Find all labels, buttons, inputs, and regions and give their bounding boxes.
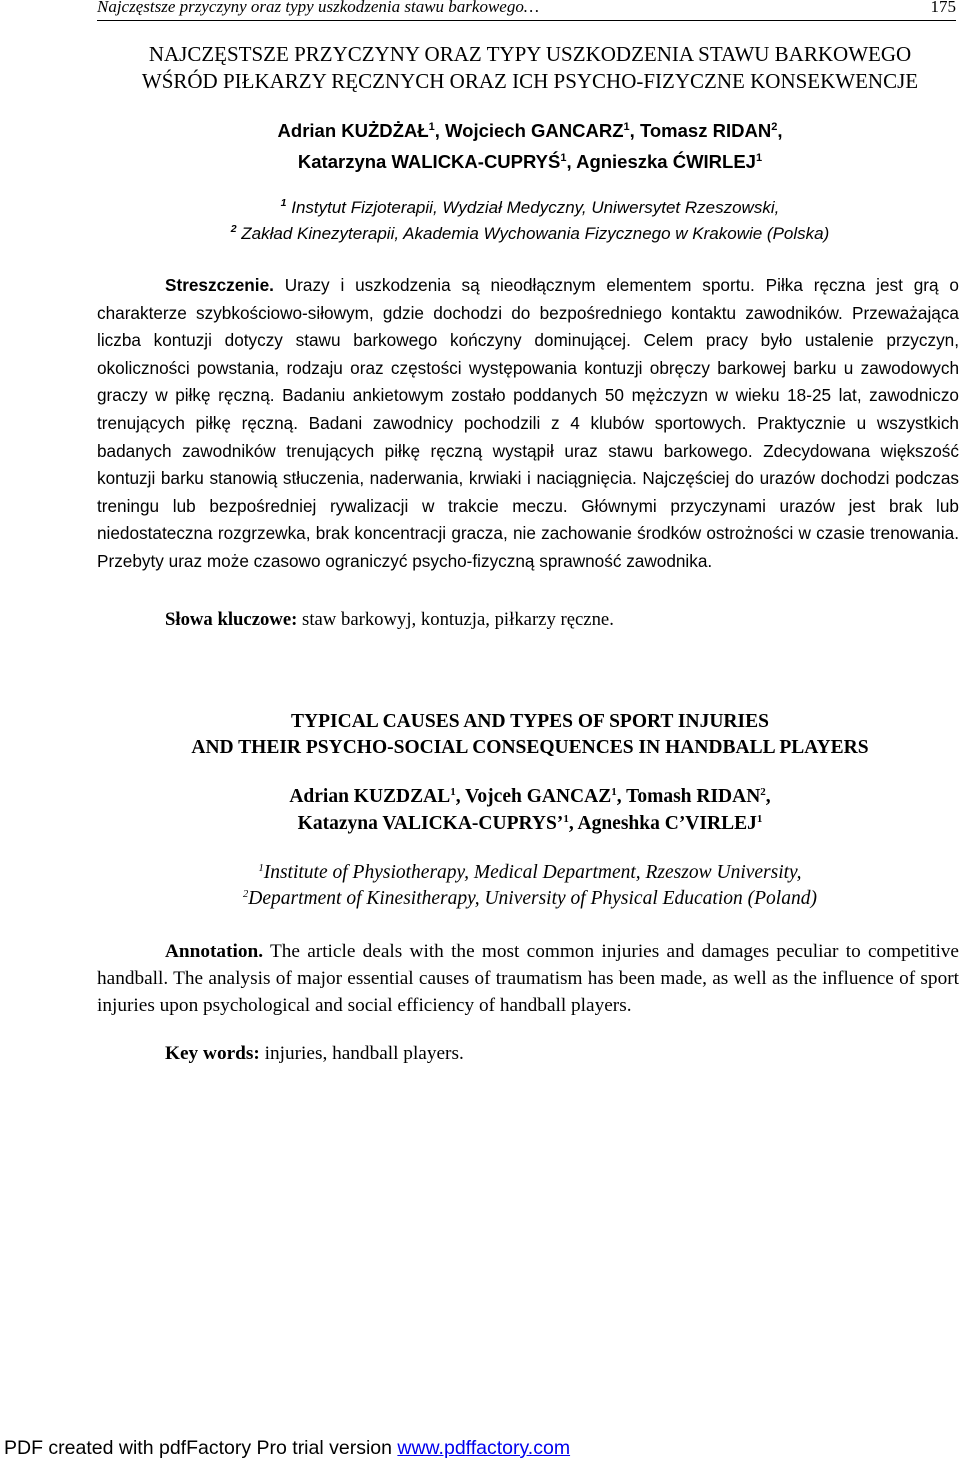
affiliations-english (97, 860, 960, 912)
affiliation-number: 2 (243, 889, 249, 900)
affiliation-marker: 1 (756, 813, 763, 825)
affiliation: Department of Kinesitherapy, University of Physical Education (Poland) (248, 888, 817, 909)
author-separator: , (566, 151, 577, 172)
keywords-english (165, 1042, 955, 1066)
footer-text: PDF created with pdfFactory Pro trial version (4, 1437, 398, 1459)
affiliation-number: 2 (230, 223, 237, 235)
author-separator: , (777, 120, 783, 141)
affiliation-marker: 2 (760, 786, 766, 798)
author-name: Katazyna VALICKA-CUPRYS’ (297, 813, 564, 834)
author-separator: , (568, 813, 578, 834)
author-separator: , (765, 786, 771, 807)
running-title: Najczęstsze przyczyny oraz typy uszkodzenia stawu barkowego… (97, 0, 539, 16)
paper-title-english (97, 709, 960, 761)
abstract-label: Annotation. (165, 941, 264, 962)
affiliation-marker: 1 (755, 152, 763, 164)
abstract-english (97, 938, 959, 1020)
author-name: Tomasz RIDAN (639, 120, 772, 141)
abstract-text: The article deals with the most common injuries and damages peculiar to competitive handball. The analysis of major essential causes of traumatism has been made, as well as the influence of sport injuries upon psychological and social efficiency of handball players. (97, 941, 959, 1017)
author-name: Adrian KUZDZAL (289, 786, 451, 807)
keywords-polish (165, 608, 955, 632)
affiliation-marker: 1 (563, 813, 569, 825)
abstract-label: Streszczenie. (165, 275, 274, 295)
affiliation-marker: 1 (560, 152, 567, 164)
authors-english (97, 783, 960, 837)
authors-polish (97, 115, 960, 177)
running-header (97, 0, 956, 21)
affiliation-number: 1 (280, 197, 287, 209)
affiliation-marker: 1 (611, 786, 617, 798)
footer-link[interactable]: www.pdffactory.com (397, 1437, 571, 1459)
affiliation-number: 1 (258, 863, 264, 874)
abstract-polish (97, 272, 959, 576)
author-name: Agnieszka ĆWIRLEJ (576, 151, 756, 172)
affiliation-marker: 1 (623, 121, 630, 133)
keywords-label: Słowa kluczowe: (165, 609, 298, 630)
author-separator: , (616, 786, 627, 807)
affiliation-marker: 2 (771, 121, 778, 133)
keywords-text: injuries, handball players. (259, 1043, 464, 1064)
author-separator: , (455, 786, 466, 807)
author-separator: , (629, 120, 640, 141)
pdf-footer (4, 1436, 570, 1460)
author-name: Katarzyna WALICKA-CUPRYŚ (297, 151, 561, 172)
affiliation: Instytut Fizjoterapii, Wydział Medyczny, Uniwersytet Rzeszowski, (286, 198, 780, 217)
paper-title-polish (97, 41, 960, 95)
author-name: Wojciech GANCARZ (445, 120, 624, 141)
page-number: 175 (930, 0, 956, 16)
affiliation: Institute of Physiotherapy, Medical Department, Rzeszow University, (263, 862, 802, 883)
title-line: NAJCZĘSTSZE PRZYCZYNY ORAZ TYPY USZKODZENIA STAWU BARKOWEGO (148, 42, 912, 66)
author-name: Adrian KUŻDŻAŁ (277, 120, 429, 141)
title-line: TYPICAL CAUSES AND TYPES OF SPORT INJURIES (291, 711, 769, 732)
keywords-label: Key words: (165, 1043, 260, 1064)
abstract-text: Urazy i uszkodzenia są nieodłącznym elementem sportu. Piłka ręczna jest grą o charakterze szybkościowo-siłowym, gdzie dochodzi do bezpośredniego kontaktu zawodników. Przeważająca liczba kontuzji dotyczy stawu barkowego kończyny dominującej. Celem pracy było ustalenie przyczyn, okoliczności powstania, rodzaju oraz częstości występowania kontuzji obręczy barkowej barku u zawodowych graczy w piłkę ręczną. Badaniu ankietowym zostało poddanych 50 mężczyzn w wieku 18-25 lat, zawodniczo trenujących piłkę ręczną. Badani zawodnicy pochodzili z 4 klubów sportowych. Praktycznie u wszystkich badanych zawodników trenujących piłkę ręczną wystąpił uraz stawu barkowego. Zdecydowana większość kontuzji barku stanowią stłuczenia, naderwania, krwiaki i naciągnięcia. Najczęściej do urazów dochodzi podczas treningu lub bezpośredniej rywalizacji w trakcie meczu. Głównymi przyczynami urazów jest brak lub niedostateczna rozgrzewka, brak koncentracji gracza, nie zachowanie środków ostrożności w czasie trenowania. Przebyty uraz może czasowo ograniczyć psycho-fizyczną sprawność zawodnika. (97, 275, 959, 571)
author-name: Vojceh GANCAZ (465, 786, 612, 807)
title-line: WŚRÓD PIŁKARZY RĘCZNYCH ORAZ ICH PSYCHO-FIZYCZNE KONSEKWENCJE (141, 69, 919, 93)
affiliation-marker: 1 (428, 121, 435, 133)
keywords-text: staw barkowyj, kontuzja, piłkarzy ręczne. (297, 609, 614, 630)
title-line: AND THEIR PSYCHO-SOCIAL CONSEQUENCES IN HANDBALL PLAYERS (191, 737, 869, 758)
affiliations-polish (97, 195, 960, 247)
author-name: Agneshka C’VIRLEJ (577, 813, 757, 834)
affiliation: Zakład Kinezyterapii, Akademia Wychowania Fizycznego w Krakowie (Polska) (236, 224, 830, 243)
author-name: Tomash RIDAN (626, 786, 761, 807)
author-separator: , (434, 120, 446, 141)
affiliation-marker: 1 (450, 786, 456, 798)
